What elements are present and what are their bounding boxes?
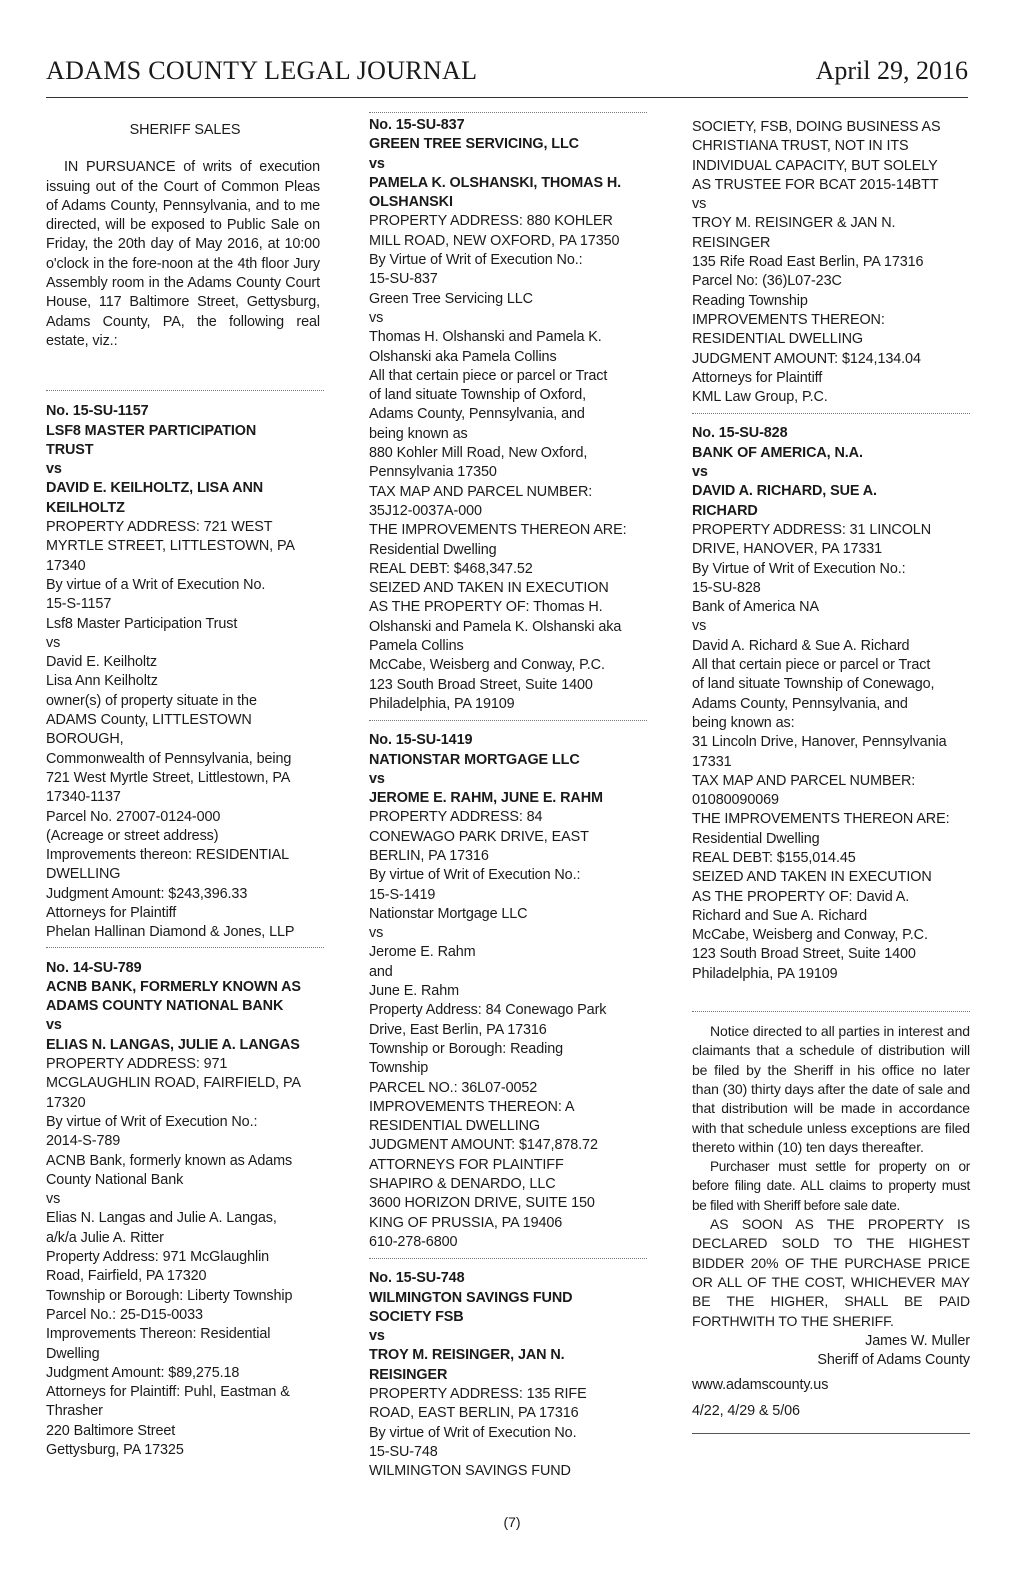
notice-line: All that certain piece or parcel or Tract (369, 367, 608, 384)
notice-line: Adams County, Pennsylvania, and (692, 695, 908, 712)
notice-line: Attorneys for Plaintiff (46, 904, 177, 921)
notice-heading-line: BANK OF AMERICA, N.A. (692, 444, 863, 461)
notice-line: Parcel No: (36)L07-23C (692, 273, 842, 290)
notice-line: TAX MAP AND PARCEL NUMBER: (369, 483, 593, 500)
notice-heading-line: vs (369, 770, 385, 787)
notice-heading-line: REISINGER (369, 1366, 448, 1383)
notice-line: Nationstar Mortgage LLC (369, 905, 528, 922)
notice-line: PARCEL NO.: 36L07-0052 (369, 1079, 538, 1096)
notice-line: Property Address: 84 Conewago Park (369, 1002, 607, 1019)
notice-line: Township (369, 1060, 429, 1077)
notice-line: KING OF PRUSSIA, PA 19406 (369, 1214, 563, 1231)
notice-line: 35J12-0037A-000 (369, 502, 482, 519)
column-1 (46, 118, 324, 1460)
notice-line: Adams County, Pennsylvania, and (369, 406, 585, 423)
notice-line: (Acreage or street address) (46, 827, 219, 844)
notice-line: CHRISTIANA TRUST, NOT IN ITS (692, 138, 909, 155)
notice-line: David A. Richard & Sue A. Richard (692, 637, 910, 654)
notice-heading-line: vs (692, 464, 708, 481)
notice-line: Elias N. Langas and Julie A. Langas, (46, 1210, 277, 1227)
notice-15-su-1157 (46, 402, 324, 942)
notice-15-su-837 (369, 116, 647, 714)
notice-line: REAL DEBT: $468,347.52 (369, 560, 533, 577)
notice-line: Thomas H. Olshanski and Pamela K. (369, 329, 602, 346)
divider (369, 720, 647, 721)
notice-line: Philadelphia, PA 19109 (692, 965, 838, 982)
notice-heading-line: OLSHANSKI (369, 194, 453, 211)
notice-line: By Virtue of Writ of Execution No.: (369, 252, 583, 269)
notice-heading-line: No. 15-SU-1157 (46, 403, 149, 420)
notice-heading-line: No. 15-SU-828 (692, 425, 788, 442)
notice-line: vs (46, 634, 61, 651)
notice-line: Dwelling (46, 1345, 100, 1362)
notice-line: vs (369, 309, 384, 326)
notice-line: SEIZED AND TAKEN IN EXECUTION (692, 869, 932, 886)
notice-heading-line: PAMELA K. OLSHANSKI, THOMAS H. (369, 174, 622, 191)
notice-line: SEIZED AND TAKEN IN EXECUTION (369, 580, 609, 597)
notice-line: 17340 (46, 557, 86, 574)
notice-heading-line: vs (46, 461, 62, 478)
notice-line: MCGLAUGHLIN ROAD, FAIRFIELD, PA (46, 1075, 301, 1092)
notice-line: DWELLING (46, 866, 121, 883)
notice-15-su-748 (369, 1269, 647, 1481)
notice-line: owner(s) of property situate in the (46, 692, 257, 709)
notice-line: 17340-1137 (46, 789, 121, 806)
notice-line: June E. Rahm (369, 983, 459, 1000)
notice-line: 17331 (692, 753, 732, 770)
notice-heading-line: No. 15-SU-837 (369, 117, 465, 133)
notice-line: MILL ROAD, NEW OXFORD, PA 17350 (369, 232, 620, 249)
notice-line: Philadelphia, PA 19109 (369, 695, 515, 712)
notice-line: DRIVE, HANOVER, PA 17331 (692, 541, 883, 558)
notice-line: Residential Dwelling (692, 830, 820, 847)
notice-line: Bank of America NA (692, 599, 819, 616)
notice-line: BERLIN, PA 17316 (369, 847, 489, 864)
notice-line: Attorneys for Plaintiff: Puhl, Eastman & (46, 1384, 290, 1401)
notice-line: ADAMS County, LITTLESTOWN (46, 712, 252, 729)
notice-line: Road, Fairfield, PA 17320 (46, 1268, 207, 1285)
notice-line: McCabe, Weisberg and Conway, P.C. (692, 927, 928, 944)
notice-heading-line: KEILHOLTZ (46, 499, 125, 516)
notice-line: Attorneys for Plaintiff (692, 369, 823, 386)
notice-heading-line: vs (369, 155, 385, 172)
notice-line: being known as: (692, 714, 795, 731)
notice-line: WILMINGTON SAVINGS FUND (369, 1463, 571, 1480)
notice-line: ATTORNEYS FOR PLAINTIFF (369, 1156, 564, 1173)
notice-line: vs (369, 925, 384, 942)
notice-heading-line: No. 14-SU-789 (46, 959, 142, 976)
notice-line: Lsf8 Master Participation Trust (46, 615, 238, 632)
notice-14-su-789 (46, 959, 324, 1461)
notice-line: Pamela Collins (369, 638, 464, 655)
notice-line: 17320 (46, 1094, 86, 1111)
end-rule (692, 1433, 970, 1434)
signature-title: Sheriff of Adams County (817, 1352, 970, 1369)
notice-line: MYRTLE STREET, LITTLESTOWN, PA (46, 538, 295, 555)
notice-line: THE IMPROVEMENTS THEREON ARE: (692, 811, 950, 828)
notice-line: 3600 HORIZON DRIVE, SUITE 150 (369, 1195, 595, 1212)
notice-line: IMPROVEMENTS THEREON: (692, 311, 885, 328)
notice-line: PROPERTY ADDRESS: 971 (46, 1056, 228, 1073)
notice-line: 610-278-6800 (369, 1233, 458, 1250)
distribution-notice: Notice directed to all parties in interest and claimants that a schedule of distribution will be filed by the Sheriff in his office no later than (30) thirty days after the date of sale and that distribution will be made in accordance with that schedule unless exceptions are filed thereto within (10) ten days thereafter. (692, 1023, 970, 1155)
notice-line: 880 Kohler Mill Road, New Oxford, (369, 445, 588, 462)
notice-line: Residential Dwelling (369, 541, 497, 558)
divider (46, 390, 324, 391)
notice-line: vs (692, 618, 707, 635)
notice-heading-line: vs (46, 1017, 62, 1034)
notice-heading-line: JEROME E. RAHM, JUNE E. RAHM (369, 790, 603, 807)
notice-line: PROPERTY ADDRESS: 84 (369, 809, 543, 826)
notice-line: ACNB Bank, formerly known as Adams (46, 1152, 293, 1169)
page-number: (7) (503, 1514, 521, 1530)
notice-line: REISINGER (692, 234, 771, 251)
notice-line: PROPERTY ADDRESS: 31 LINCOLN (692, 521, 931, 538)
journal-header (46, 54, 968, 98)
notice-15-su-1419 (369, 731, 647, 1252)
section-heading: SHERIFF SALES (129, 122, 241, 138)
notice-line: Richard and Sue A. Richard (692, 907, 867, 924)
notice-line: Reading Township (692, 292, 808, 309)
notice-line: vs (692, 196, 707, 213)
notice-line: and (369, 963, 393, 980)
notice-line: Olshanski and Pamela K. Olshanski aka (369, 618, 622, 635)
notice-line: 15-S-1419 (369, 886, 436, 903)
notice-line: KML Law Group, P.C. (692, 389, 828, 406)
notice-heading-line: RICHARD (692, 502, 758, 519)
notice-line: vs (46, 1191, 61, 1208)
notice-line: Phelan Hallinan Diamond & Jones, LLP (46, 924, 295, 941)
notice-heading-line: ELIAS N. LANGAS, JULIE A. LANGAS (46, 1036, 300, 1053)
notice-line: 123 South Broad Street, Suite 1400 (692, 946, 916, 963)
notice-line: 135 Rife Road East Berlin, PA 17316 (692, 254, 924, 271)
notice-line: 15-S-1157 (46, 596, 112, 613)
notice-heading-line: SOCIETY FSB (369, 1308, 464, 1325)
notice-line: ROAD, EAST BERLIN, PA 17316 (369, 1405, 579, 1422)
notice-line: being known as (369, 425, 468, 442)
notice-line: JUDGMENT AMOUNT: $147,878.72 (369, 1137, 598, 1154)
notice-line: Township or Borough: Reading (369, 1040, 563, 1057)
website: www.adamscounty.us (692, 1377, 829, 1394)
notice-line: SHAPIRO & DENARDO, LLC (369, 1176, 556, 1193)
intro-paragraph: IN PURSUANCE of writs of execution issuing out of the Court of Common Pleas of Adams County, Pennsylvania, and to me directed, will be exposed to Public Sale on Friday, the 20th day of May 2016, at 10:00 o'clock in the fore-noon at the 4th floor Jury Assembly room in the Adams County Court House, 117 Baltimore Street, Gettysburg, Adams County, PA, the following real estate, viz.: (46, 159, 320, 349)
notice-line: PROPERTY ADDRESS: 135 RIFE (369, 1386, 587, 1402)
notice-line: of land situate Township of Oxford, (369, 387, 587, 404)
notice-heading-line: NATIONSTAR MORTGAGE LLC (369, 751, 580, 768)
notice-line: By virtue of Writ of Execution No.: (369, 867, 581, 884)
notice-line: 15-SU-837 (369, 271, 438, 288)
notice-line: CONEWAGO PARK DRIVE, EAST (369, 828, 589, 845)
notice-line: AS THE PROPERTY OF: Thomas H. (369, 599, 603, 616)
notice-heading-line: No. 15-SU-748 (369, 1270, 465, 1287)
notice-line: 2014-S-789 (46, 1133, 121, 1150)
notice-line: SOCIETY, FSB, DOING BUSINESS AS (692, 119, 941, 135)
notice-line: By virtue of Writ of Execution No. (369, 1424, 577, 1441)
notice-line: TROY M. REISINGER & JAN N. (692, 215, 896, 232)
notice-line: 01080090069 (692, 792, 779, 809)
notice-line: Green Tree Servicing LLC (369, 290, 533, 307)
notice-line: McCabe, Weisberg and Conway, P.C. (369, 657, 605, 674)
notice-heading-line: TROY M. REISINGER, JAN N. (369, 1347, 565, 1364)
notice-heading-line: vs (369, 1328, 385, 1345)
column-2 (369, 118, 647, 1481)
payment-notice: AS SOON AS THE PROPERTY IS DECLARED SOLD TO THE HIGHEST BIDDER 20% OF THE PURCHASE PRICE OR ALL OF THE COST, WHICHEVER MAY BE THE HIGHER, SHALL BE PAID FORTHWITH TO THE SHERIFF. (692, 1216, 970, 1329)
notice-15-su-748-continued (692, 118, 970, 407)
divider (369, 112, 647, 113)
notice-heading-line: DAVID A. RICHARD, SUE A. (692, 483, 877, 500)
notice-line: Jerome E. Rahm (369, 944, 476, 961)
notice-line: Commonwealth of Pennsylvania, being (46, 750, 292, 767)
notice-line: RESIDENTIAL DWELLING (692, 331, 863, 348)
notice-line: 31 Lincoln Drive, Hanover, Pennsylvania (692, 734, 947, 751)
notice-line: Gettysburg, PA 17325 (46, 1442, 184, 1458)
notice-line: Judgment Amount: $89,275.18 (46, 1364, 240, 1381)
notice-line: Judgment Amount: $243,396.33 (46, 885, 248, 902)
notice-line: Improvements Thereon: Residential (46, 1326, 271, 1343)
notice-line: By virtue of Writ of Execution No.: (46, 1113, 258, 1130)
divider (46, 947, 324, 948)
notice-line: BOROUGH, (46, 731, 124, 748)
notice-line: Olshanski aka Pamela Collins (369, 348, 557, 365)
notice-line: PROPERTY ADDRESS: 880 KOHLER (369, 213, 613, 230)
notice-line: Township or Borough: Liberty Township (46, 1287, 293, 1304)
notice-line: David E. Keilholtz (46, 654, 157, 671)
notice-heading-line: GREEN TREE SERVICING, LLC (369, 136, 579, 153)
notice-line: REAL DEBT: $155,014.45 (692, 849, 856, 866)
purchaser-notice: Purchaser must settle for property on or before filing date. ALL claims to property must be filed with Sheriff before sale date. (692, 1159, 970, 1213)
notice-line: AS TRUSTEE FOR BCAT 2015-14BTT (692, 176, 939, 193)
divider (692, 1011, 970, 1012)
notice-line: Lisa Ann Keilholtz (46, 673, 158, 690)
divider (369, 1258, 647, 1259)
notice-line: THE IMPROVEMENTS THEREON ARE: (369, 522, 627, 539)
journal-title: ADAMS COUNTY LEGAL JOURNAL (46, 56, 478, 85)
issue-date: April 29, 2016 (815, 56, 968, 85)
notice-line: 123 South Broad Street, Suite 1400 (369, 676, 593, 693)
notice-line: Improvements thereon: RESIDENTIAL (46, 847, 290, 864)
notice-line: By virtue of a Writ of Execution No. (46, 576, 266, 593)
notice-heading-line: LSF8 MASTER PARTICIPATION (46, 422, 257, 439)
notice-heading-line: ADAMS COUNTY NATIONAL BANK (46, 998, 284, 1015)
notice-line: of land situate Township of Conewago, (692, 676, 935, 693)
notice-line: Parcel No.: 25-D15-0033 (46, 1306, 203, 1323)
notice-line: Thrasher (46, 1403, 103, 1420)
notice-line: 220 Baltimore Street (46, 1422, 176, 1439)
divider (692, 413, 970, 414)
notice-line: 15-SU-748 (369, 1443, 438, 1460)
notice-line: Parcel No. 27007-0124-000 (46, 808, 221, 825)
notice-line: Drive, East Berlin, PA 17316 (369, 1021, 547, 1038)
signature-name: James W. Muller (865, 1332, 970, 1349)
run-dates: 4/22, 4/29 & 5/06 (692, 1402, 800, 1419)
notice-line: 15-SU-828 (692, 579, 761, 596)
notice-line: PROPERTY ADDRESS: 721 WEST (46, 519, 273, 536)
notice-line: IMPROVEMENTS THEREON: A (369, 1098, 575, 1115)
notice-line: All that certain piece or parcel or Tract (692, 657, 931, 674)
notice-line: 721 West Myrtle Street, Littlestown, PA (46, 769, 291, 786)
notice-heading-line: No. 15-SU-1419 (369, 732, 473, 749)
column-3 (692, 118, 970, 1434)
notice-line: Pennsylvania 17350 (369, 464, 497, 481)
notice-heading-line: WILMINGTON SAVINGS FUND (369, 1289, 573, 1306)
notice-line: AS THE PROPERTY OF: David A. (692, 888, 910, 905)
notice-line: JUDGMENT AMOUNT: $124,134.04 (692, 350, 921, 367)
notice-line: INDIVIDUAL CAPACITY, BUT SOLELY (692, 157, 938, 174)
notice-heading-line: TRUST (46, 441, 94, 458)
notice-line: a/k/a Julie A. Ritter (46, 1229, 164, 1246)
notice-heading-line: DAVID E. KEILHOLTZ, LISA ANN (46, 480, 264, 497)
notice-line: TAX MAP AND PARCEL NUMBER: (692, 772, 916, 789)
notice-15-su-828 (692, 424, 970, 984)
notice-line: By Virtue of Writ of Execution No.: (692, 560, 906, 577)
notice-heading-line: ACNB BANK, FORMERLY KNOWN AS (46, 978, 301, 995)
notice-line: RESIDENTIAL DWELLING (369, 1118, 540, 1135)
notice-line: Property Address: 971 McGlaughlin (46, 1249, 270, 1266)
notice-line: County National Bank (46, 1171, 184, 1188)
